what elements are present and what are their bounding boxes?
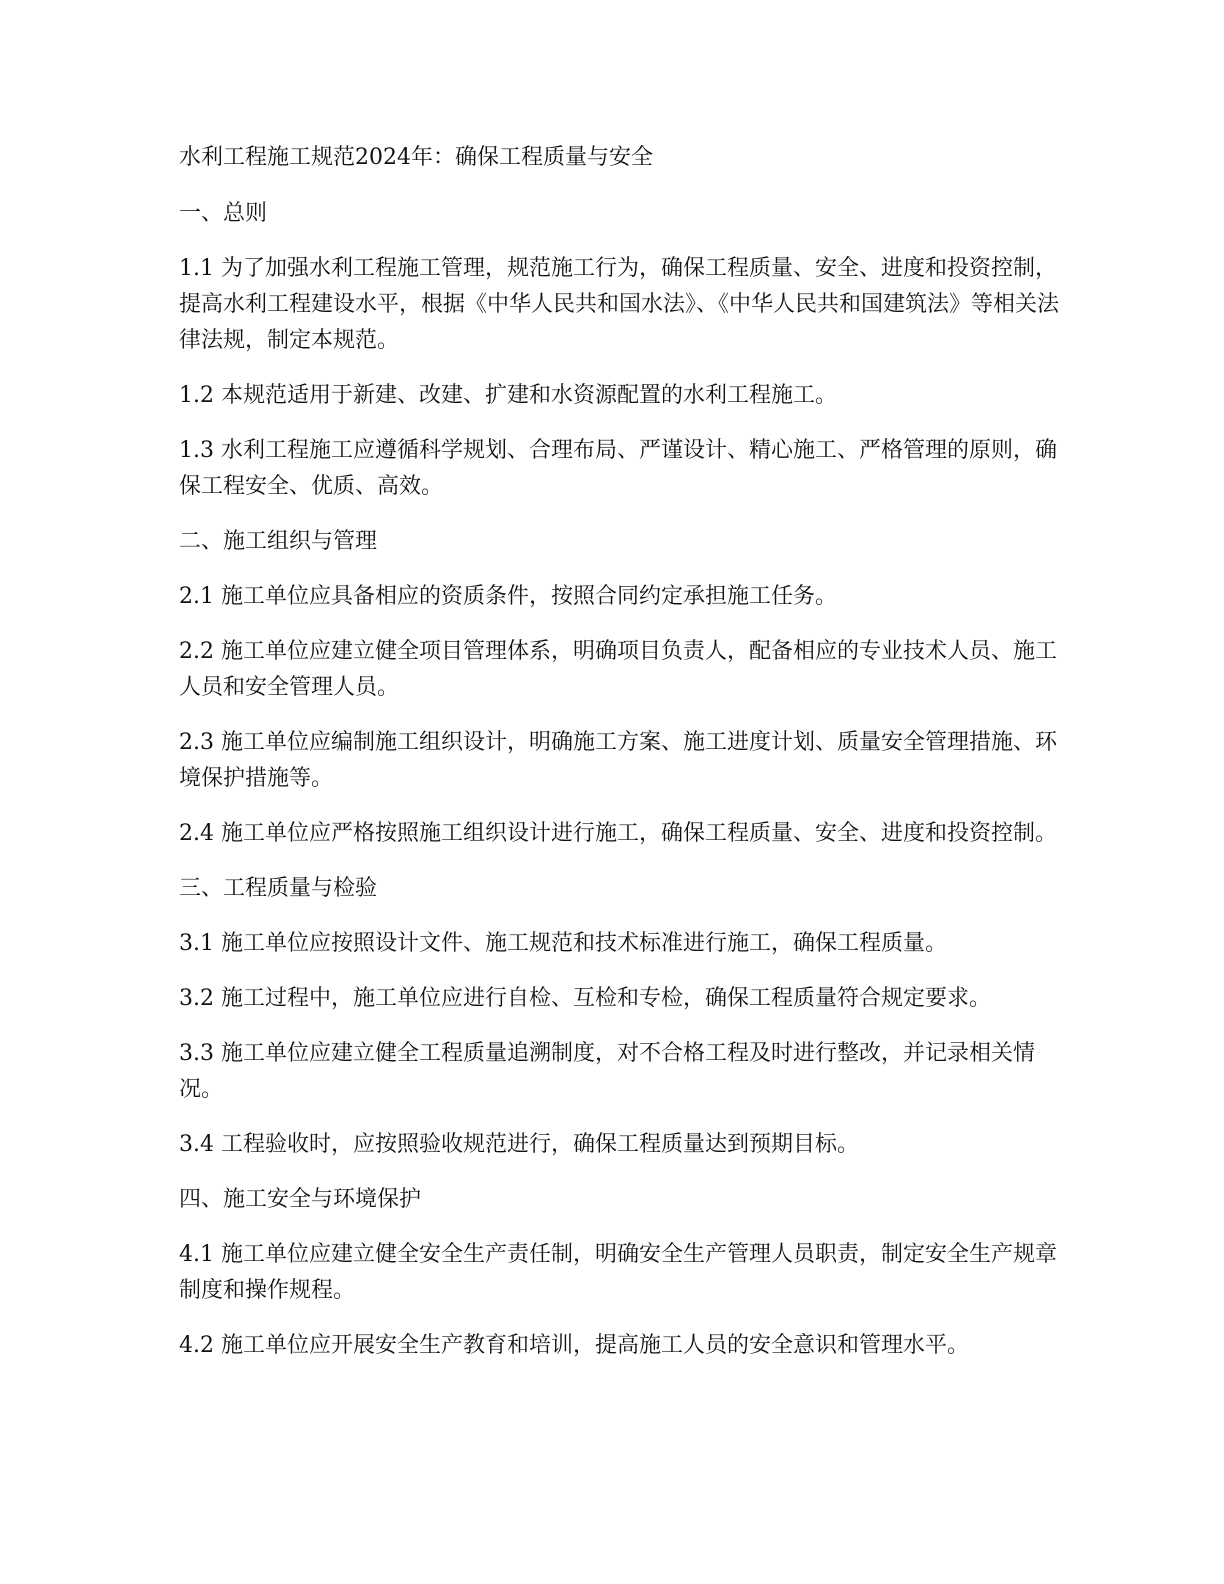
document-page — [179, 140, 1059, 1383]
clause-2-1: 2.1 施工单位应具备相应的资质条件，按照合同约定承担施工任务。 — [179, 584, 837, 609]
section-heading-3: 三、工程质量与检验 — [179, 876, 378, 901]
section-heading-2: 二、施工组织与管理 — [179, 529, 378, 554]
section-heading-1: 一、总则 — [179, 201, 268, 226]
clause-2-3: 2.3 施工单位应编制施工组织设计，明确施工方案、施工进度计划、质量安全管理措施、环境保护措施等。 — [179, 730, 1057, 791]
clause-3-4: 3.4 工程验收时，应按照验收规范进行，确保工程质量达到预期目标。 — [179, 1132, 859, 1157]
clause-3-2: 3.2 施工过程中，施工单位应进行自检、互检和专检，确保工程质量符合规定要求。 — [179, 986, 991, 1011]
clause-2-2: 2.2 施工单位应建立健全项目管理体系，明确项目负责人，配备相应的专业技术人员、施工人员和安全管理人员。 — [179, 639, 1057, 700]
clause-2-4: 2.4 施工单位应严格按照施工组织设计进行施工，确保工程质量、安全、进度和投资控制。 — [179, 821, 1057, 846]
clause-1-1: 1.1 为了加强水利工程施工管理，规范施工行为，确保工程质量、安全、进度和投资控制，提高水利工程建设水平，根据《中华人民共和国水法》、《中华人民共和国建筑法》等相关法律法规，制定本规范。 — [179, 256, 1060, 353]
clause-4-2: 4.2 施工单位应开展安全生产教育和培训，提高施工人员的安全意识和管理水平。 — [179, 1333, 969, 1358]
document-title: 水利工程施工规范2024年：确保工程质量与安全 — [179, 145, 653, 170]
clause-3-1: 3.1 施工单位应按照设计文件、施工规范和技术标准进行施工，确保工程质量。 — [179, 931, 947, 956]
section-heading-4: 四、施工安全与环境保护 — [179, 1187, 422, 1212]
clause-1-2: 1.2 本规范适用于新建、改建、扩建和水资源配置的水利工程施工。 — [179, 383, 837, 408]
clause-4-1: 4.1 施工单位应建立健全安全生产责任制，明确安全生产管理人员职责，制定安全生产规章制度和操作规程。 — [179, 1242, 1057, 1303]
clause-3-3: 3.3 施工单位应建立健全工程质量追溯制度，对不合格工程及时进行整改，并记录相关情况。 — [179, 1041, 1035, 1102]
clause-1-3: 1.3 水利工程施工应遵循科学规划、合理布局、严谨设计、精心施工、严格管理的原则，确保工程安全、优质、高效。 — [179, 438, 1057, 499]
